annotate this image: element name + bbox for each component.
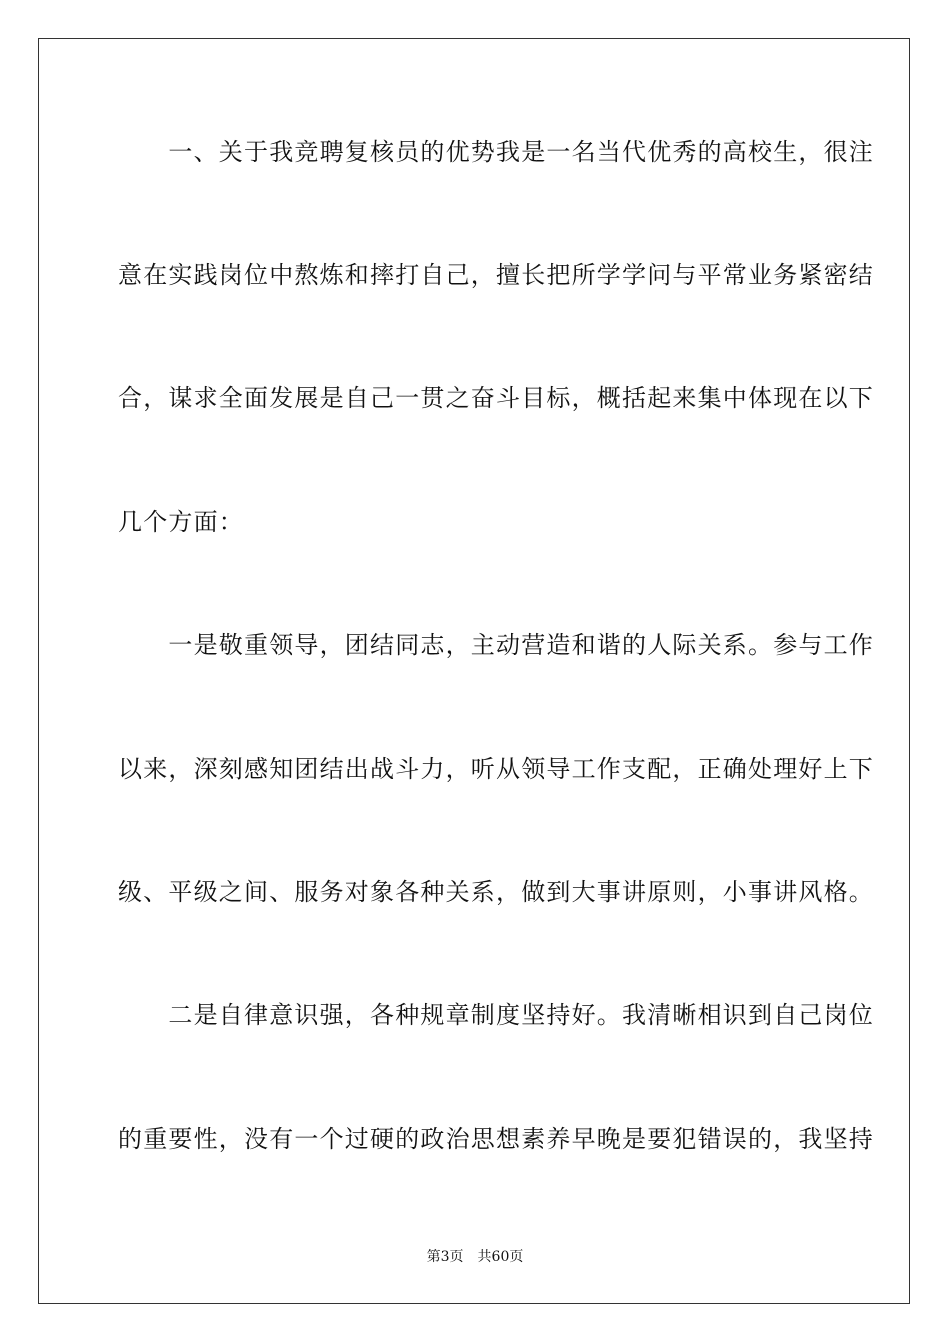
text-line-5: 一是敬重领导，团结同志，主动营造和谐的人际关系。参与工作 [118, 631, 874, 659]
text-line-6: 以来，深刻感知团结出战斗力，听从领导工作支配，正确处理好上下 [118, 755, 874, 783]
text-line-2: 意在实践岗位中熬炼和摔打自己，擅长把所学学问与平常业务紧密结 [118, 261, 874, 289]
text-line-1: 一、关于我竞聘复核员的优势我是一名当代优秀的高校生，很注 [118, 138, 874, 166]
text-line-7: 级、平级之间、服务对象各种关系，做到大事讲原则，小事讲风格。 [118, 878, 874, 906]
text-line-9: 的重要性，没有一个过硬的政治思想素养早晚是要犯错误的，我坚持 [118, 1125, 874, 1153]
text-line-3: 合，谋求全面发展是自己一贯之奋斗目标，概括起来集中体现在以下 [118, 384, 874, 412]
page-border [38, 38, 910, 1304]
text-line-4: 几个方面： [118, 508, 244, 536]
page-number: 第3页 [426, 1249, 464, 1265]
text-line-8: 二是自律意识强，各种规章制度坚持好。我清晰相识到自己岗位 [118, 1001, 874, 1029]
page-footer [0, 1248, 950, 1266]
total-pages: 共60页 [477, 1249, 524, 1265]
